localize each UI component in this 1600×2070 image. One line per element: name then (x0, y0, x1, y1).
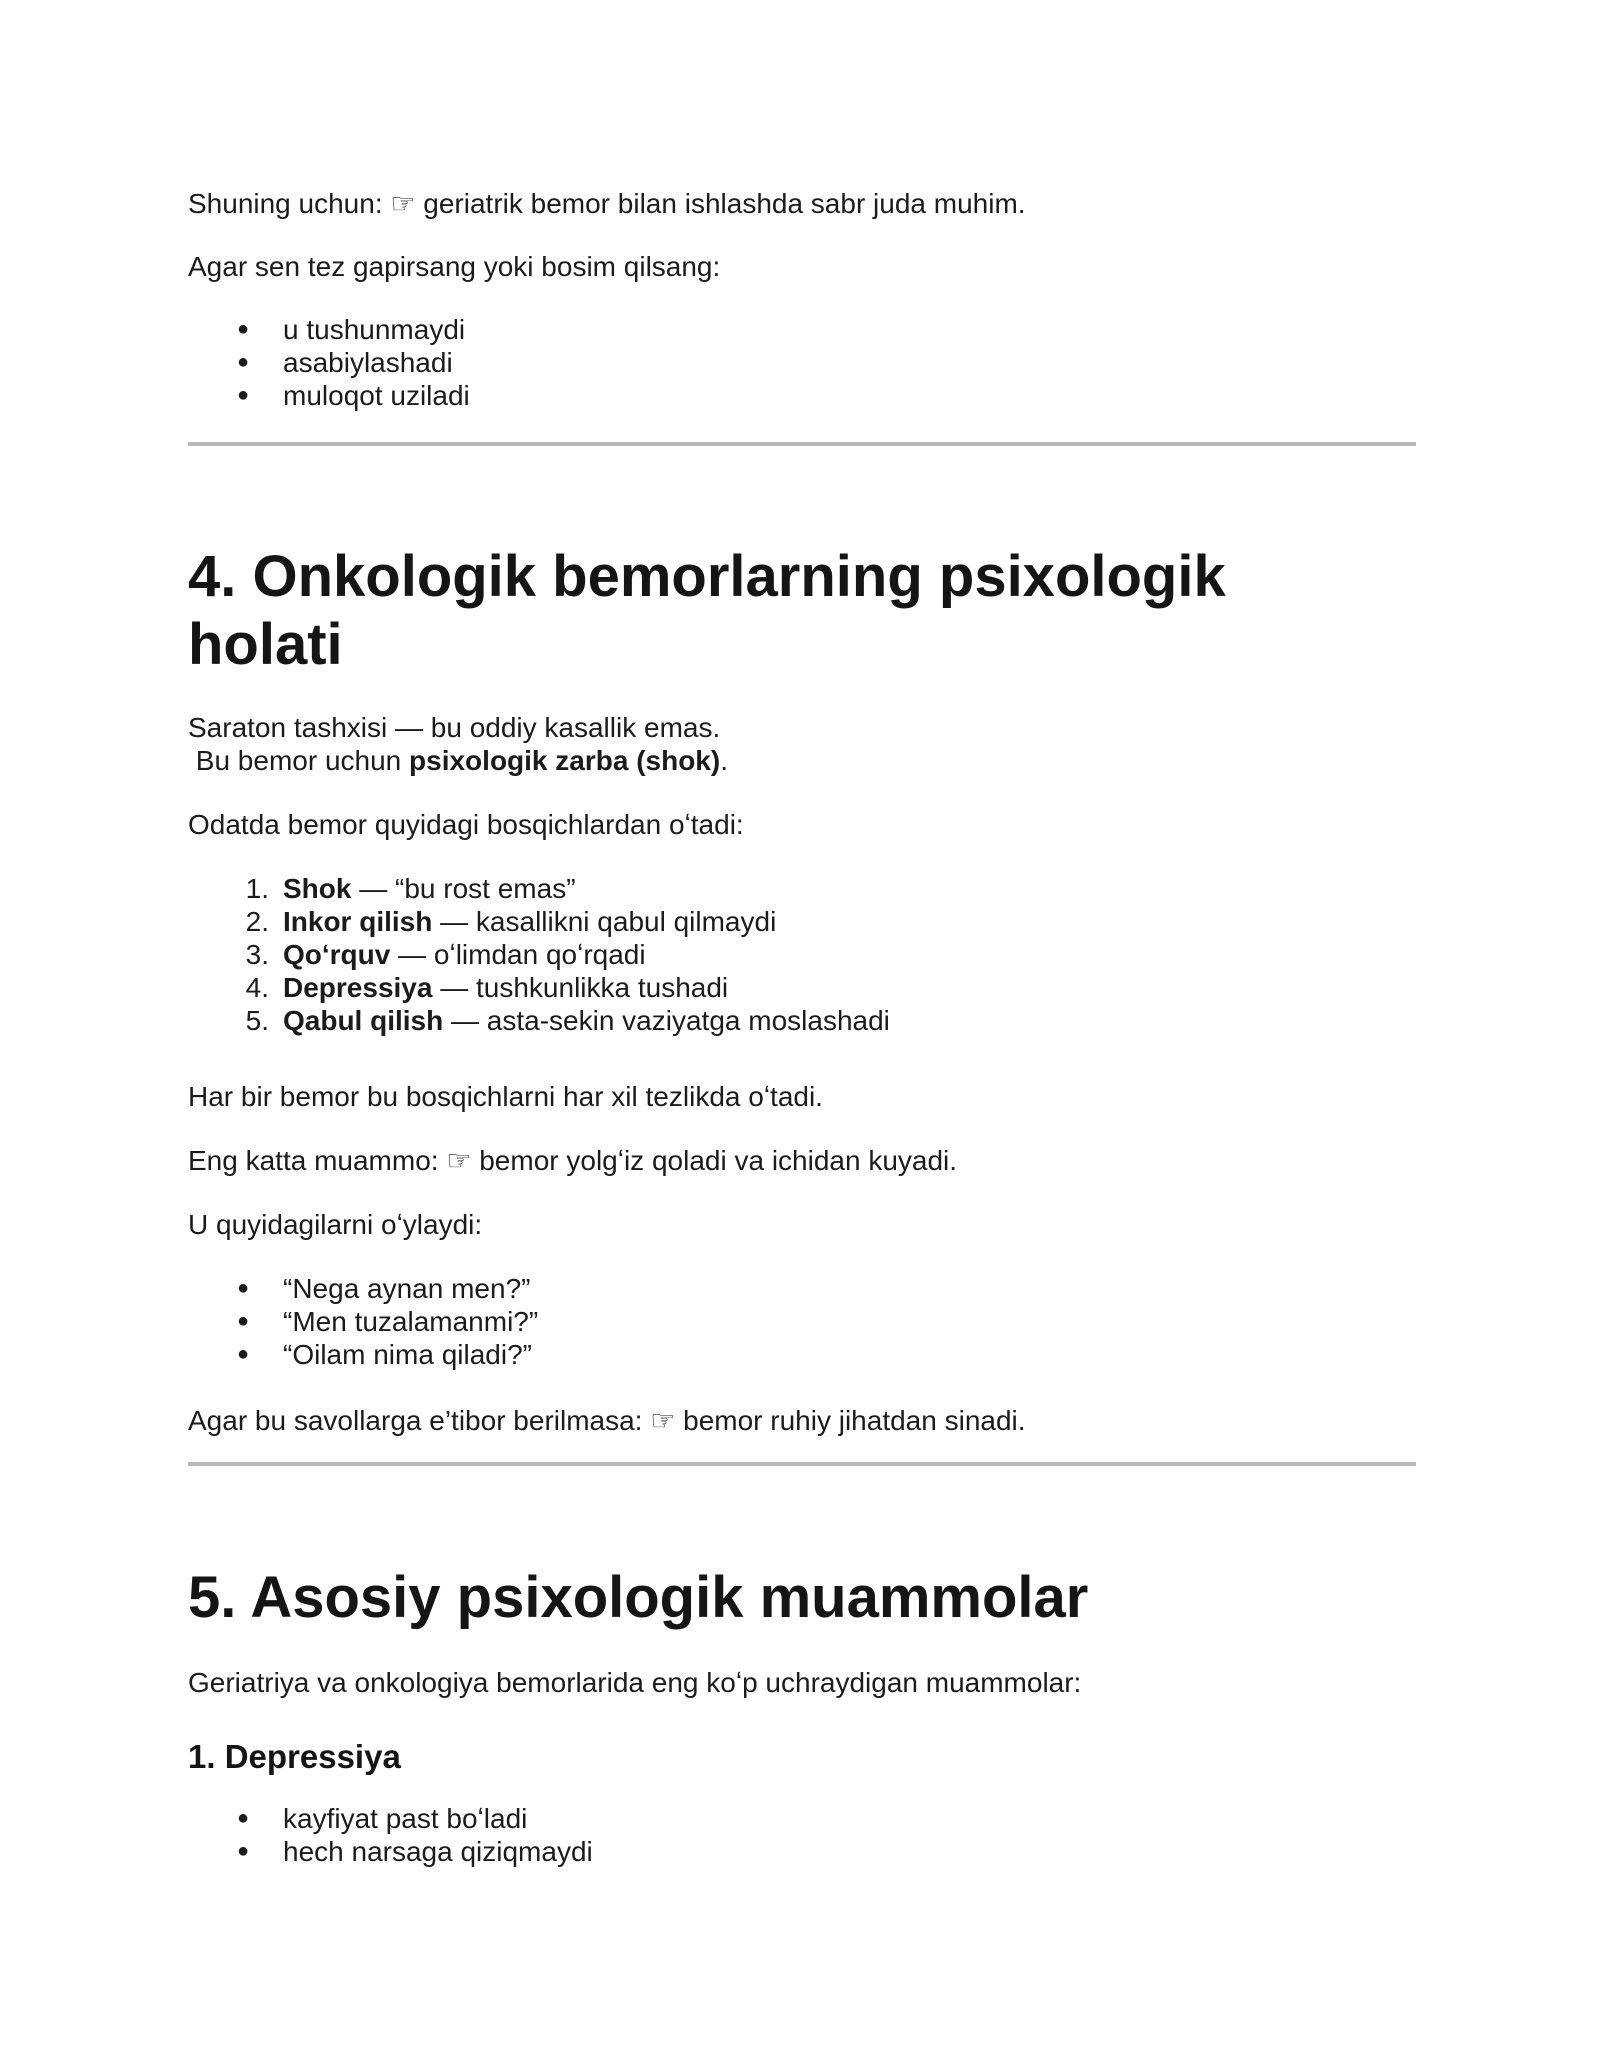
list-item-text: kayfiyat past boʻladi (283, 1803, 528, 1834)
sabr-paragraph (188, 187, 1026, 220)
depression-list (188, 1802, 593, 1868)
paragraph-text: bemor yolgʻiz qoladi va ichidan kuyadi. (471, 1145, 958, 1176)
paragraph-text: Bu bemor uchun (188, 745, 410, 776)
list-item (188, 905, 890, 938)
section-4-heading (188, 543, 1226, 679)
list-item-text: “Men tuzalamanmi?” (283, 1306, 539, 1337)
list-item-text: “Nega aynan men?” (283, 1273, 531, 1304)
paragraph-text: bemor ruhiy jihatdan sinadi. (675, 1405, 1026, 1436)
list-number: 5. (245, 1005, 269, 1036)
bullet-icon: ● (237, 1310, 250, 1332)
stage-description: — kasallikni qabul qilmaydi (432, 906, 777, 937)
list-item (188, 872, 890, 905)
bullet-icon: ● (237, 1807, 250, 1829)
section-5-heading: 5. Asosiy psixologik muammolar (188, 1565, 1089, 1630)
problems-intro: Geriatriya va onkologiya bemorlarida eng koʻp uchraydigan muammolar: (188, 1667, 1082, 1698)
bullet-icon: ● (237, 351, 250, 373)
list-item (188, 938, 890, 971)
stage-description: — tushkunlikka tushadi (432, 972, 729, 1003)
thinks-intro: U quyidagilarni oʻylaydi: (188, 1209, 483, 1240)
list-item (188, 313, 470, 346)
list-item (188, 1305, 538, 1338)
paragraph-text: . (720, 745, 728, 776)
list-number: 4. (245, 972, 269, 1003)
list-item (188, 971, 890, 1004)
heading-line: 4. Onkologik bemorlarning psixologik (188, 544, 1226, 609)
list-item (188, 1004, 890, 1037)
stage-description: — oʻlimdan qoʻrqadi (390, 939, 646, 970)
stage-term: Shok (283, 873, 352, 904)
pointing-hand-icon: ☞ (390, 188, 416, 219)
list-number: 1. (245, 873, 269, 904)
heading-line: holati (188, 612, 343, 677)
paragraph-text: Eng katta muammo: (188, 1145, 447, 1176)
stages-list (188, 872, 890, 1037)
list-item-text: asabiylashadi (283, 347, 453, 378)
paragraph-text: geriatrik bemor bilan ishlashda sabr juda muhim. (415, 188, 1026, 219)
pressure-paragraph: Agar sen tez gapirsang yoki bosim qilsang: (188, 251, 721, 282)
list-item-text: hech narsaga qiziqmaydi (283, 1836, 593, 1867)
bullet-icon: ● (237, 1840, 250, 1862)
stage-term: Depressiya (283, 972, 433, 1003)
questions-list (188, 1272, 538, 1371)
list-item (188, 346, 470, 379)
pointing-hand-icon: ☞ (650, 1405, 676, 1436)
bullet-icon: ● (237, 1343, 250, 1365)
list-number: 3. (245, 939, 269, 970)
paragraph-text: Saraton tashxisi — bu oddiy kasallik emas. (188, 712, 721, 743)
list-item (188, 1338, 538, 1371)
stage-description: — “bu rost emas” (351, 873, 576, 904)
pointing-hand-icon: ☞ (446, 1145, 472, 1176)
list-item (188, 1835, 593, 1868)
stage-term: Qabul qilish (283, 1005, 444, 1036)
list-item-text: u tushunmaydi (283, 314, 466, 345)
list-item-text: “Oilam nima qiladi?” (283, 1339, 532, 1370)
section-divider (188, 442, 1416, 446)
list-item-text: muloqot uziladi (283, 380, 470, 411)
stage-term: Qoʻrquv (283, 939, 391, 970)
bold-term: psixologik zarba (shok) (409, 745, 721, 776)
stage-description: — asta-sekin vaziyatga moslashadi (443, 1005, 890, 1036)
list-item (188, 379, 470, 412)
main-problem-paragraph (188, 1144, 957, 1177)
bullet-icon: ● (237, 384, 250, 406)
paragraph-text: Agar bu savollarga e’tibor berilmasa: (188, 1405, 651, 1436)
list-number: 2. (245, 906, 269, 937)
list-item (188, 1272, 538, 1305)
cancer-intro-paragraph (188, 711, 728, 777)
paragraph-text: Shuning uchun: (188, 188, 391, 219)
depression-subheading: 1. Depressiya (188, 1738, 401, 1775)
speed-note: Har bir bemor bu bosqichlarni har xil tezlikda oʻtadi. (188, 1081, 823, 1112)
bullet-icon: ● (237, 1277, 250, 1299)
section-divider (188, 1462, 1416, 1466)
reaction-list (188, 313, 470, 412)
bullet-icon: ● (237, 318, 250, 340)
warning-paragraph (188, 1404, 1026, 1437)
stages-intro: Odatda bemor quyidagi bosqichlardan oʻtadi: (188, 809, 744, 840)
stage-term: Inkor qilish (283, 906, 433, 937)
list-item (188, 1802, 593, 1835)
